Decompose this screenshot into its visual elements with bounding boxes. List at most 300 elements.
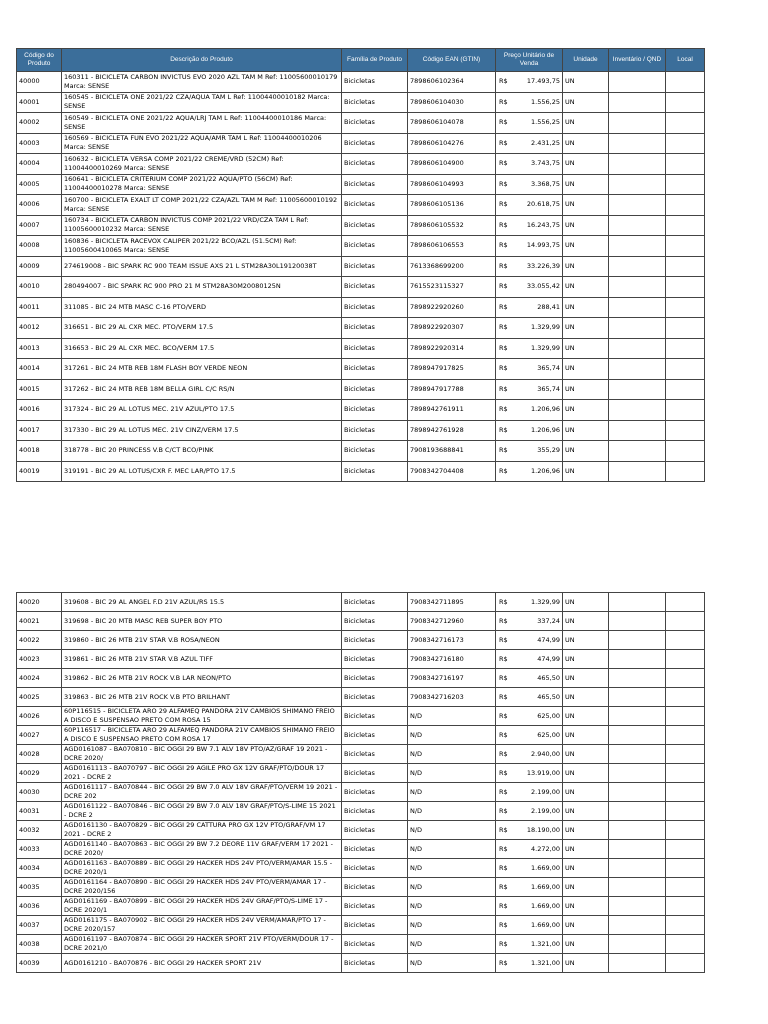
cell-product-code: 40027 (17, 726, 62, 745)
cell-price (496, 707, 563, 726)
cell-description: AGD0161140 - BA070863 - BIC OGGI 29 BW 7.2 DEORE 11V GRAF/VERM 17 2021 - DCRE 2020/ (62, 840, 342, 859)
cell-family: Bicicletas (342, 256, 408, 277)
cell-inventory (609, 688, 666, 707)
table-row (17, 821, 705, 840)
cell-inventory (609, 256, 666, 277)
cell-ean: 7898942761911 (408, 400, 496, 421)
table-row (17, 420, 705, 441)
table-row (17, 707, 705, 726)
cell-unit: UN (563, 154, 609, 175)
cell-product-code: 40018 (17, 441, 62, 462)
cell-location (666, 72, 705, 93)
price-value: 365,74 (537, 364, 560, 373)
cell-ean: 7908342716203 (408, 688, 496, 707)
table-row (17, 461, 705, 482)
cell-family: Bicicletas (342, 783, 408, 802)
cell-family: Bicicletas (342, 726, 408, 745)
cell-inventory (609, 441, 666, 462)
table-row (17, 593, 705, 612)
cell-location (666, 318, 705, 339)
table-row (17, 195, 705, 216)
cell-family: Bicicletas (342, 297, 408, 318)
cell-description: 319608 - BIC 29 AL ANGEL F.D 21V AZUL/RS 15.5 (62, 593, 342, 612)
cell-price (496, 72, 563, 93)
cell-ean: N/D (408, 897, 496, 916)
table-header-row (17, 49, 705, 72)
cell-description: 160641 - BICICLETA CRITERIUM COMP 2021/22 AQUA/PTO (56CM) Ref: 11004400010278 Marca: SENSE (62, 174, 342, 195)
currency-symbol: R$ (499, 616, 508, 625)
cell-price (496, 916, 563, 935)
cell-inventory (609, 420, 666, 441)
cell-family: Bicicletas (342, 236, 408, 257)
cell-unit: UN (563, 688, 609, 707)
cell-ean: 7898922920307 (408, 318, 496, 339)
cell-description: 317262 - BIC 24 MTB REB 18M BELLA GIRL C/C RS/N (62, 379, 342, 400)
cell-unit: UN (563, 840, 609, 859)
price-value: 2.199,00 (531, 806, 560, 815)
cell-location (666, 631, 705, 650)
currency-symbol: R$ (499, 806, 508, 815)
cell-unit: UN (563, 195, 609, 216)
table-row (17, 277, 705, 298)
cell-product-code: 40025 (17, 688, 62, 707)
table-body-page-1 (17, 72, 705, 482)
currency-symbol: R$ (499, 200, 508, 209)
cell-family: Bicicletas (342, 174, 408, 195)
cell-unit: UN (563, 935, 609, 954)
cell-price (496, 954, 563, 973)
cell-unit: UN (563, 783, 609, 802)
cell-price (496, 878, 563, 897)
cell-product-code: 40034 (17, 859, 62, 878)
currency-symbol: R$ (499, 282, 508, 291)
table-row (17, 745, 705, 764)
cell-price (496, 400, 563, 421)
cell-price (496, 420, 563, 441)
cell-location (666, 297, 705, 318)
cell-price (496, 133, 563, 154)
currency-symbol: R$ (499, 863, 508, 872)
cell-ean: N/D (408, 707, 496, 726)
currency-symbol: R$ (499, 692, 508, 701)
currency-symbol: R$ (499, 920, 508, 929)
cell-price (496, 338, 563, 359)
cell-description: AGD0161197 - BA070874 - BIC OGGI 29 HACKER SPORT 21V PTO/VERM/DOUR 17 - DCRE 2021/0 (62, 935, 342, 954)
currency-symbol: R$ (499, 466, 508, 475)
cell-family: Bicicletas (342, 154, 408, 175)
currency-symbol: R$ (499, 844, 508, 853)
cell-product-code: 40010 (17, 277, 62, 298)
cell-location (666, 612, 705, 631)
table-row (17, 174, 705, 195)
cell-inventory (609, 318, 666, 339)
table-row (17, 92, 705, 113)
cell-location (666, 215, 705, 236)
cell-product-code: 40017 (17, 420, 62, 441)
cell-inventory (609, 277, 666, 298)
cell-family: Bicicletas (342, 840, 408, 859)
cell-price (496, 821, 563, 840)
cell-family: Bicicletas (342, 935, 408, 954)
cell-family: Bicicletas (342, 631, 408, 650)
currency-symbol: R$ (499, 825, 508, 834)
cell-price (496, 92, 563, 113)
cell-unit: UN (563, 215, 609, 236)
cell-description: AGD0161113 - BA070797 - BIC OGGI 29 AGILE PRO GX 12V GRAF/PTO/DOUR 17 2021 - DCRE 2 (62, 764, 342, 783)
currency-symbol: R$ (499, 730, 508, 739)
currency-symbol: R$ (499, 364, 508, 373)
cell-price (496, 897, 563, 916)
cell-inventory (609, 113, 666, 134)
cell-description: 160734 - BICICLETA CARBON INVICTUS COMP 2021/22 VRD/CZA TAM L Ref: 11005600010232 Marca: SENSE (62, 215, 342, 236)
cell-price (496, 277, 563, 298)
cell-description: 317261 - BIC 24 MTB REB 18M FLASH BOY VERDE NEON (62, 359, 342, 380)
cell-product-code: 40006 (17, 195, 62, 216)
cell-location (666, 256, 705, 277)
cell-location (666, 802, 705, 821)
cell-price (496, 764, 563, 783)
cell-inventory (609, 379, 666, 400)
price-value: 625,00 (537, 730, 560, 739)
cell-price (496, 236, 563, 257)
cell-ean: 7908342716180 (408, 650, 496, 669)
cell-ean: 7898606104900 (408, 154, 496, 175)
cell-price (496, 256, 563, 277)
cell-unit: UN (563, 916, 609, 935)
table-row (17, 916, 705, 935)
cell-price (496, 174, 563, 195)
table-row (17, 236, 705, 257)
cell-location (666, 821, 705, 840)
table-row (17, 764, 705, 783)
currency-symbol: R$ (499, 673, 508, 682)
cell-location (666, 92, 705, 113)
price-value: 20.618,75 (526, 200, 560, 209)
cell-description: AGD0161164 - BA070890 - BIC OGGI 29 HACKER HDS 24V PTO/VERM/AMAR 17 - DCRE 2020/156 (62, 878, 342, 897)
cell-inventory (609, 916, 666, 935)
cell-location (666, 174, 705, 195)
cell-ean: N/D (408, 745, 496, 764)
cell-family: Bicicletas (342, 612, 408, 631)
cell-location (666, 726, 705, 745)
cell-description: AGD0161130 - BA070829 - BIC OGGI 29 CATTURA PRO GX 12V PTO/GRAF/VM 17 2021 - DCRE 2 (62, 821, 342, 840)
table-row (17, 256, 705, 277)
cell-unit: UN (563, 113, 609, 134)
currency-symbol: R$ (499, 384, 508, 393)
table-row (17, 840, 705, 859)
cell-inventory (609, 878, 666, 897)
cell-ean: 7898606105136 (408, 195, 496, 216)
cell-product-code: 40021 (17, 612, 62, 631)
cell-price (496, 359, 563, 380)
cell-ean: 7908342716197 (408, 669, 496, 688)
cell-family: Bicicletas (342, 745, 408, 764)
cell-description: 160836 - BICICLETA RACEVOX CALIPER 2021/22 BCO/AZL (51.5CM) Ref: 11005600410065 Marca: SENSE (62, 236, 342, 257)
currency-symbol: R$ (499, 768, 508, 777)
price-value: 33.226,39 (526, 261, 560, 270)
cell-unit: UN (563, 802, 609, 821)
cell-ean: 7898922920314 (408, 338, 496, 359)
cell-ean: 7908342704408 (408, 461, 496, 482)
cell-product-code: 40033 (17, 840, 62, 859)
currency-symbol: R$ (499, 261, 508, 270)
currency-symbol: R$ (499, 882, 508, 891)
header-price: Preço Unitário de Venda (496, 49, 563, 72)
cell-family: Bicicletas (342, 318, 408, 339)
cell-family: Bicicletas (342, 650, 408, 669)
cell-location (666, 650, 705, 669)
currency-symbol: R$ (499, 654, 508, 663)
price-value: 355,29 (537, 446, 560, 455)
cell-family: Bicicletas (342, 897, 408, 916)
cell-inventory (609, 935, 666, 954)
currency-symbol: R$ (499, 635, 508, 644)
cell-description: AGD0161210 - BA070876 - BIC OGGI 29 HACKER SPORT 21V (62, 954, 342, 973)
cell-product-code: 40031 (17, 802, 62, 821)
currency-symbol: R$ (499, 302, 508, 311)
cell-price (496, 215, 563, 236)
price-value: 2.431,25 (531, 138, 560, 147)
cell-unit: UN (563, 420, 609, 441)
cell-location (666, 669, 705, 688)
cell-price (496, 783, 563, 802)
price-value: 17.493,75 (526, 77, 560, 86)
cell-inventory (609, 745, 666, 764)
cell-price (496, 935, 563, 954)
price-value: 1.669,00 (531, 882, 560, 891)
price-value: 474,99 (537, 635, 560, 644)
cell-description: AGD0161117 - BA070844 - BIC OGGI 29 BW 7.0 ALV 18V GRAF/PTO/VERM 19 2021 - DCRE 202 (62, 783, 342, 802)
cell-price (496, 650, 563, 669)
currency-symbol: R$ (499, 77, 508, 86)
cell-ean: N/D (408, 783, 496, 802)
cell-location (666, 359, 705, 380)
cell-description: AGD0161175 - BA070902 - BIC OGGI 29 HACKER HDS 24V VERM/AMAR/PTO 17 - DCRE 2020/157 (62, 916, 342, 935)
price-value: 1.329,99 (531, 323, 560, 332)
cell-family: Bicicletas (342, 400, 408, 421)
cell-location (666, 707, 705, 726)
cell-product-code: 40029 (17, 764, 62, 783)
cell-description: 60P116515 - BICICLETA ARO 29 ALFAMEQ PANDORA 21V CAMBIOS SHIMANO FREIO A DISCO E SUSPENSAO PRETO COM ROSA 15 (62, 707, 342, 726)
table-row (17, 113, 705, 134)
cell-price (496, 840, 563, 859)
cell-ean: 7898942761928 (408, 420, 496, 441)
cell-product-code: 40026 (17, 707, 62, 726)
cell-location (666, 688, 705, 707)
cell-family: Bicicletas (342, 859, 408, 878)
price-value: 1.669,00 (531, 920, 560, 929)
cell-unit: UN (563, 878, 609, 897)
cell-ean: 7898606102364 (408, 72, 496, 93)
cell-inventory (609, 821, 666, 840)
price-value: 1.206,96 (531, 425, 560, 434)
table-row (17, 338, 705, 359)
currency-symbol: R$ (499, 939, 508, 948)
cell-ean: N/D (408, 802, 496, 821)
cell-description: 319862 - BIC 26 MTB 21V ROCK V.B LAR NEON/PTO (62, 669, 342, 688)
cell-family: Bicicletas (342, 688, 408, 707)
cell-ean: 7908342716173 (408, 631, 496, 650)
cell-price (496, 859, 563, 878)
cell-description: 316653 - BIC 29 AL CXR MEC. BCO/VERM 17.5 (62, 338, 342, 359)
cell-unit: UN (563, 745, 609, 764)
cell-description: 317330 - BIC 29 AL LOTUS MEC. 21V CINZ/VERM 17.5 (62, 420, 342, 441)
cell-inventory (609, 174, 666, 195)
price-value: 474,99 (537, 654, 560, 663)
cell-ean: N/D (408, 916, 496, 935)
cell-family: Bicicletas (342, 379, 408, 400)
cell-product-code: 40023 (17, 650, 62, 669)
cell-description: 60P116517 - BICICLETA ARO 29 ALFAMEQ PANDORA 21V CAMBIOS SHIMANO FREIO A DISCO E SUSPENSAO PRETO COM ROSA 17 (62, 726, 342, 745)
cell-price (496, 631, 563, 650)
table-row (17, 802, 705, 821)
cell-unit: UN (563, 379, 609, 400)
cell-location (666, 745, 705, 764)
table-row (17, 133, 705, 154)
currency-symbol: R$ (499, 405, 508, 414)
cell-ean: 7898606106553 (408, 236, 496, 257)
cell-inventory (609, 954, 666, 973)
cell-ean: 7908342711895 (408, 593, 496, 612)
price-value: 625,00 (537, 711, 560, 720)
cell-price (496, 802, 563, 821)
currency-symbol: R$ (499, 97, 508, 106)
cell-unit: UN (563, 897, 609, 916)
cell-price (496, 297, 563, 318)
cell-description: 160700 - BICICLETA EXALT LT COMP 2021/22 CZA/AZL TAM M Ref: 11005600010192 Marca: SENSE (62, 195, 342, 216)
cell-product-code: 40028 (17, 745, 62, 764)
cell-price (496, 113, 563, 134)
cell-family: Bicicletas (342, 113, 408, 134)
currency-symbol: R$ (499, 179, 508, 188)
currency-symbol: R$ (499, 749, 508, 758)
cell-unit: UN (563, 650, 609, 669)
cell-product-code: 40035 (17, 878, 62, 897)
cell-unit: UN (563, 593, 609, 612)
header-description: Descrição do Produto (62, 49, 342, 72)
currency-symbol: R$ (499, 241, 508, 250)
table-row (17, 318, 705, 339)
cell-description: 311085 - BIC 24 MTB MASC C-16 PTO/VERD (62, 297, 342, 318)
cell-description: 160545 - BICICLETA ONE 2021/22 CZA/AQUA TAM L Ref: 11004400010182 Marca: SENSE (62, 92, 342, 113)
cell-description: 160549 - BICICLETA ONE 2021/22 AQUA/LRJ TAM L Ref: 11004400010186 Marca: SENSE (62, 113, 342, 134)
table-row (17, 878, 705, 897)
cell-ean: 7898606104030 (408, 92, 496, 113)
cell-ean: N/D (408, 764, 496, 783)
cell-inventory (609, 707, 666, 726)
cell-family: Bicicletas (342, 338, 408, 359)
price-value: 1.556,25 (531, 118, 560, 127)
cell-product-code: 40013 (17, 338, 62, 359)
cell-inventory (609, 802, 666, 821)
cell-location (666, 461, 705, 482)
cell-family: Bicicletas (342, 441, 408, 462)
price-value: 1.321,00 (531, 939, 560, 948)
cell-inventory (609, 338, 666, 359)
cell-price (496, 195, 563, 216)
cell-location (666, 859, 705, 878)
cell-family: Bicicletas (342, 277, 408, 298)
price-value: 3.743,75 (531, 159, 560, 168)
currency-symbol: R$ (499, 787, 508, 796)
cell-unit: UN (563, 631, 609, 650)
price-value: 2.940,00 (531, 749, 560, 758)
table-row (17, 72, 705, 93)
header-inventory: Inventário / QND (609, 49, 666, 72)
cell-product-code: 40004 (17, 154, 62, 175)
cell-ean: N/D (408, 954, 496, 973)
cell-unit: UN (563, 338, 609, 359)
cell-unit: UN (563, 256, 609, 277)
cell-ean: N/D (408, 840, 496, 859)
cell-description: 280494007 - BIC SPARK RC 900 PRO 21 M STM28A30M20080125N (62, 277, 342, 298)
cell-location (666, 195, 705, 216)
price-value: 2.199,00 (531, 787, 560, 796)
cell-ean: N/D (408, 878, 496, 897)
cell-inventory (609, 897, 666, 916)
price-value: 16.243,75 (526, 220, 560, 229)
price-value: 1.669,00 (531, 863, 560, 872)
cell-unit: UN (563, 612, 609, 631)
cell-product-code: 40012 (17, 318, 62, 339)
cell-inventory (609, 297, 666, 318)
cell-product-code: 40039 (17, 954, 62, 973)
cell-product-code: 40005 (17, 174, 62, 195)
cell-location (666, 113, 705, 134)
cell-ean: N/D (408, 859, 496, 878)
cell-product-code: 40022 (17, 631, 62, 650)
table-row (17, 726, 705, 745)
cell-family: Bicicletas (342, 669, 408, 688)
cell-unit: UN (563, 707, 609, 726)
cell-unit: UN (563, 441, 609, 462)
cell-ean: 7613368699200 (408, 256, 496, 277)
cell-price (496, 669, 563, 688)
cell-ean: 7908193688841 (408, 441, 496, 462)
cell-inventory (609, 133, 666, 154)
cell-description: 274619008 - BIC SPARK RC 900 TEAM ISSUE AXS 21 L STM28A30L19120038T (62, 256, 342, 277)
cell-family: Bicicletas (342, 916, 408, 935)
table-row (17, 688, 705, 707)
cell-description: 160632 - BICICLETA VERSA COMP 2021/22 CREME/VRD (52CM) Ref: 11004400010269 Marca: SENSE (62, 154, 342, 175)
cell-location (666, 236, 705, 257)
cell-inventory (609, 236, 666, 257)
cell-inventory (609, 726, 666, 745)
currency-symbol: R$ (499, 343, 508, 352)
price-value: 3.368,75 (531, 179, 560, 188)
price-value: 1.556,25 (531, 97, 560, 106)
cell-unit: UN (563, 954, 609, 973)
cell-family: Bicicletas (342, 802, 408, 821)
cell-family: Bicicletas (342, 215, 408, 236)
table-row (17, 359, 705, 380)
table-row (17, 669, 705, 688)
table-row (17, 897, 705, 916)
price-value: 14.993,75 (526, 241, 560, 250)
cell-description: 319860 - BIC 26 MTB 21V STAR V.B ROSA/NEON (62, 631, 342, 650)
cell-price (496, 441, 563, 462)
price-value: 465,50 (537, 692, 560, 701)
table-row (17, 297, 705, 318)
cell-product-code: 40024 (17, 669, 62, 688)
price-value: 1.329,99 (531, 343, 560, 352)
cell-product-code: 40014 (17, 359, 62, 380)
table-row (17, 379, 705, 400)
cell-price (496, 461, 563, 482)
cell-description: 319861 - BIC 26 MTB 21V STAR V.B AZUL TIFF (62, 650, 342, 669)
table-row (17, 631, 705, 650)
cell-unit: UN (563, 174, 609, 195)
